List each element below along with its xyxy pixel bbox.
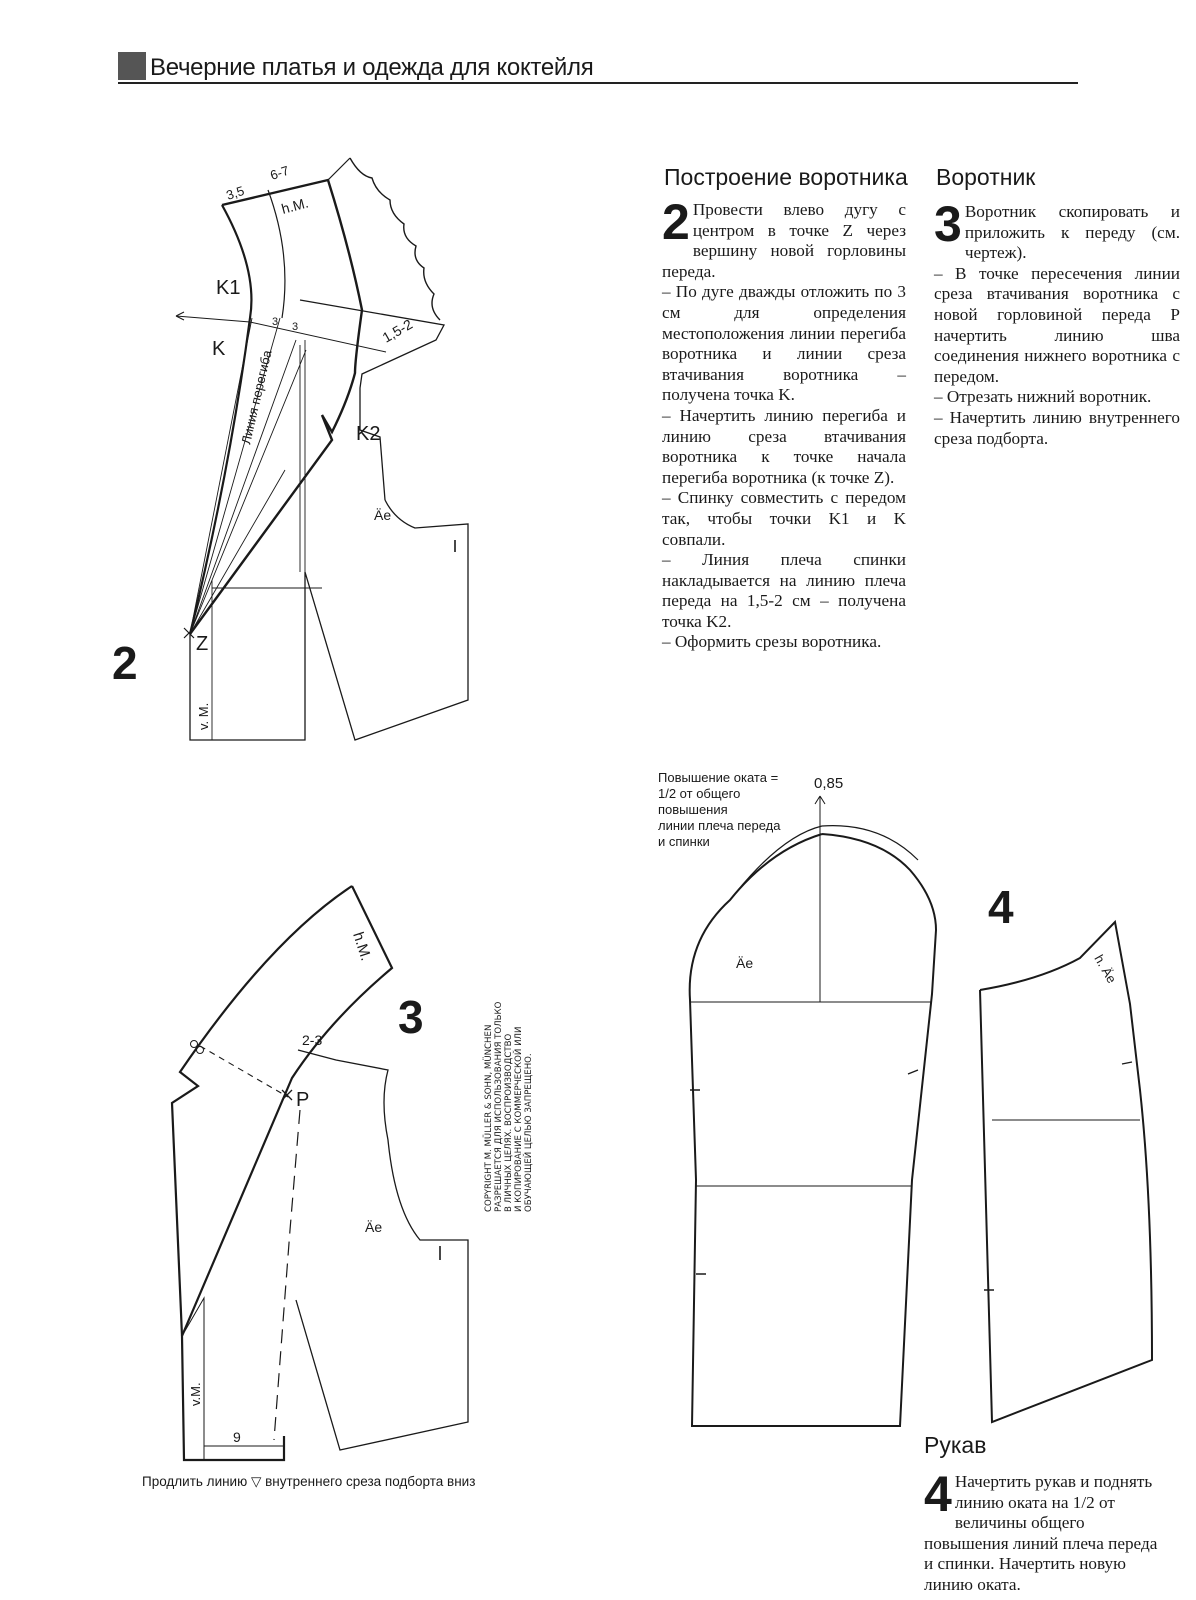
fig2-distance-3a: 3 (272, 316, 279, 328)
figure-2-drawing (176, 158, 468, 740)
figure-4-right-sleeve (980, 922, 1152, 1422)
fig2-point-k: K (212, 338, 226, 360)
figure-4-number: 4 (988, 881, 1014, 933)
fig2-measure-3-5: 3,5 (224, 183, 247, 203)
fig2-measure-6-7: 6-7 (268, 162, 291, 183)
fig3-hm-label: h.M. (349, 929, 375, 963)
collar-text: 3 Воротник скопировать и приложить к переду (см. чертеж). – В точке пересечения линии среза втачивания воротника с новой горловиной переда P начертить линию шва соединения нижнего воротника с передом. – Отрезать нижний воротник. – Начертить линию внутреннего среза подборта. (934, 196, 1180, 448)
step-number-2: 2 (662, 194, 690, 250)
fig4-hae-label: h. Äe (1091, 952, 1120, 986)
step-number-3: 3 (934, 196, 962, 252)
fig2-fold-line-label: Линия перегиба (238, 348, 275, 446)
figure-2-number: 2 (112, 637, 138, 689)
sleeve-title: Рукав (924, 1432, 987, 1458)
figure-3-number: 3 (398, 991, 424, 1043)
fig2-point-k2: K2 (356, 423, 381, 445)
fig3-measure-9: 9 (233, 1429, 241, 1445)
figure-3-drawing (172, 886, 468, 1460)
collar-construction-text: 2 Провести влево дугу с центром в точке Z через вершину новой горловины переда. – По дуге дважды отложить по 3 см для определения местоположения линии перегиба воротника и линии среза втачивания воротника – получена точка K. – Начертить линию перегиба и линию среза втачивания воротника к точке начала перегиба воротника (к точке Z). – Спинку совместить с передом так, чтобы точки K1 и K совпали. – Линия плеча спинки накладывается на линию плеча переда на 1,5-2 см – получена точка K2. – Оформить срезы воротника. (662, 194, 906, 652)
collar-title: Воротник (936, 164, 1036, 190)
figure-4-left-sleeve (690, 796, 936, 1426)
fig4-annotation: Повышение оката = 1/2 от общего повышения линии плеча переда и спинки (658, 770, 781, 849)
fig2-point-k1: K1 (216, 277, 241, 299)
fig2-vm-label: v. M. (196, 702, 211, 730)
page-header-title: Вечерние платья и одежда для коктейля (150, 54, 594, 81)
step-number-4: 4 (924, 1466, 952, 1522)
fig3-measure-2-3: 2-3 (302, 1032, 323, 1048)
fig2-ae-label: Äe (374, 507, 392, 523)
fig3-point-p: P (296, 1089, 310, 1111)
collar-construction-title: Построение воротника (664, 164, 908, 190)
fig2-measure-1-5-2: 1,5-2 (379, 315, 416, 346)
sleeve-text: 4 Начертить рукав и поднять линию оката на 1/2 от величины общего повышения линий плеча переда и спинки. Начертить новую линию оката. (924, 1466, 1158, 1594)
fig4-ae-label: Äe (736, 955, 754, 971)
fig3-caption: Продлить линию ▽ внутреннего среза подборта вниз (142, 1474, 476, 1489)
fig3-ae-label: Äe (365, 1219, 383, 1235)
fig2-point-z: Z (196, 633, 209, 655)
fig2-hm-label: h.M. (279, 194, 311, 217)
fig3-vm-label: v.M. (188, 1382, 203, 1406)
copyright-notice: COPYRIGHT M. MÜLLER & SOHN, MÜNCHEN РАЗРЕШАЕТСЯ ДЛЯ ИСПОЛЬЗОВАНИЯ ТОЛЬКО В ЛИЧНЫХ ЦЕЛЯХ. ВОСПРОИЗВОДСТВО И КОПИРОВАНИЕ С КОММЕРЧЕСКОЙ ИЛИ ОБУЧАЮЩЕЙ ЦЕЛЬЮ ЗАПРЕЩЕНО. (484, 1001, 534, 1212)
fig2-distance-3b: 3 (292, 321, 299, 333)
fig4-value-0-85: 0,85 (814, 775, 844, 792)
